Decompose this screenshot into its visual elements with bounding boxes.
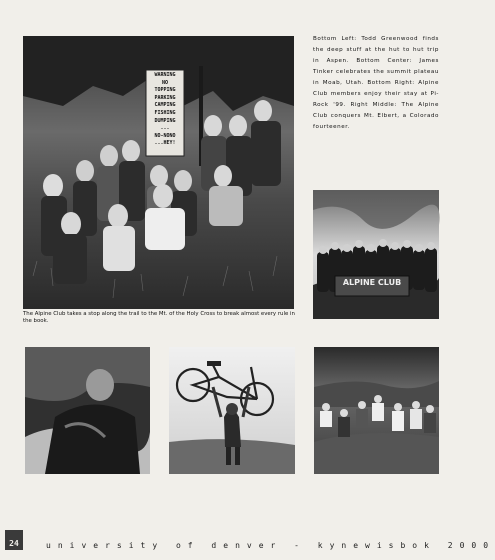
- main-group-photo: [23, 36, 294, 309]
- sign-line: DUMPING: [154, 117, 176, 124]
- pi-rock-photo: [314, 347, 439, 474]
- sign-line: PARKING: [154, 94, 176, 101]
- footer-text: university of denver - kynewisbok 2000: [46, 541, 495, 550]
- sign-line: TOPPING: [154, 87, 176, 94]
- sign-line: ...HEY!: [154, 140, 176, 147]
- sign-line: NO-NONO: [154, 132, 176, 139]
- sign-line: ...: [160, 125, 170, 132]
- bike-summit-photo: [169, 347, 295, 474]
- main-photo-caption: The Alpine Club takes a stop along the trail to the Mt. of the Holy Cross to break almost every rule in the book.: [23, 311, 295, 325]
- alpine-club-photo: [313, 190, 439, 319]
- sign-line: NO: [161, 79, 169, 86]
- sign-line: WARNING: [154, 72, 176, 78]
- page-number: 24: [5, 530, 23, 550]
- warning-sign: [146, 70, 184, 156]
- side-caption: Bottom Left: Todd Greenwood finds the deep stuff at the hut to hut trip in Aspen. Bottom Center: James Tinker celebrates the summit plateau in Moab, Utah. Bottom Right: Alpine Club members enjoy their stay at Pi-Rock '99. Right Middle: The Alpine Club conquers Mt. Elbert, a Colorado fourteener.: [313, 36, 439, 130]
- alpine-club-banner: ALPINE CLUB: [342, 278, 402, 287]
- deep-snow-photo: [25, 347, 150, 474]
- sign-line: CAMPING: [154, 102, 176, 109]
- sign-line: FISHING: [154, 109, 176, 116]
